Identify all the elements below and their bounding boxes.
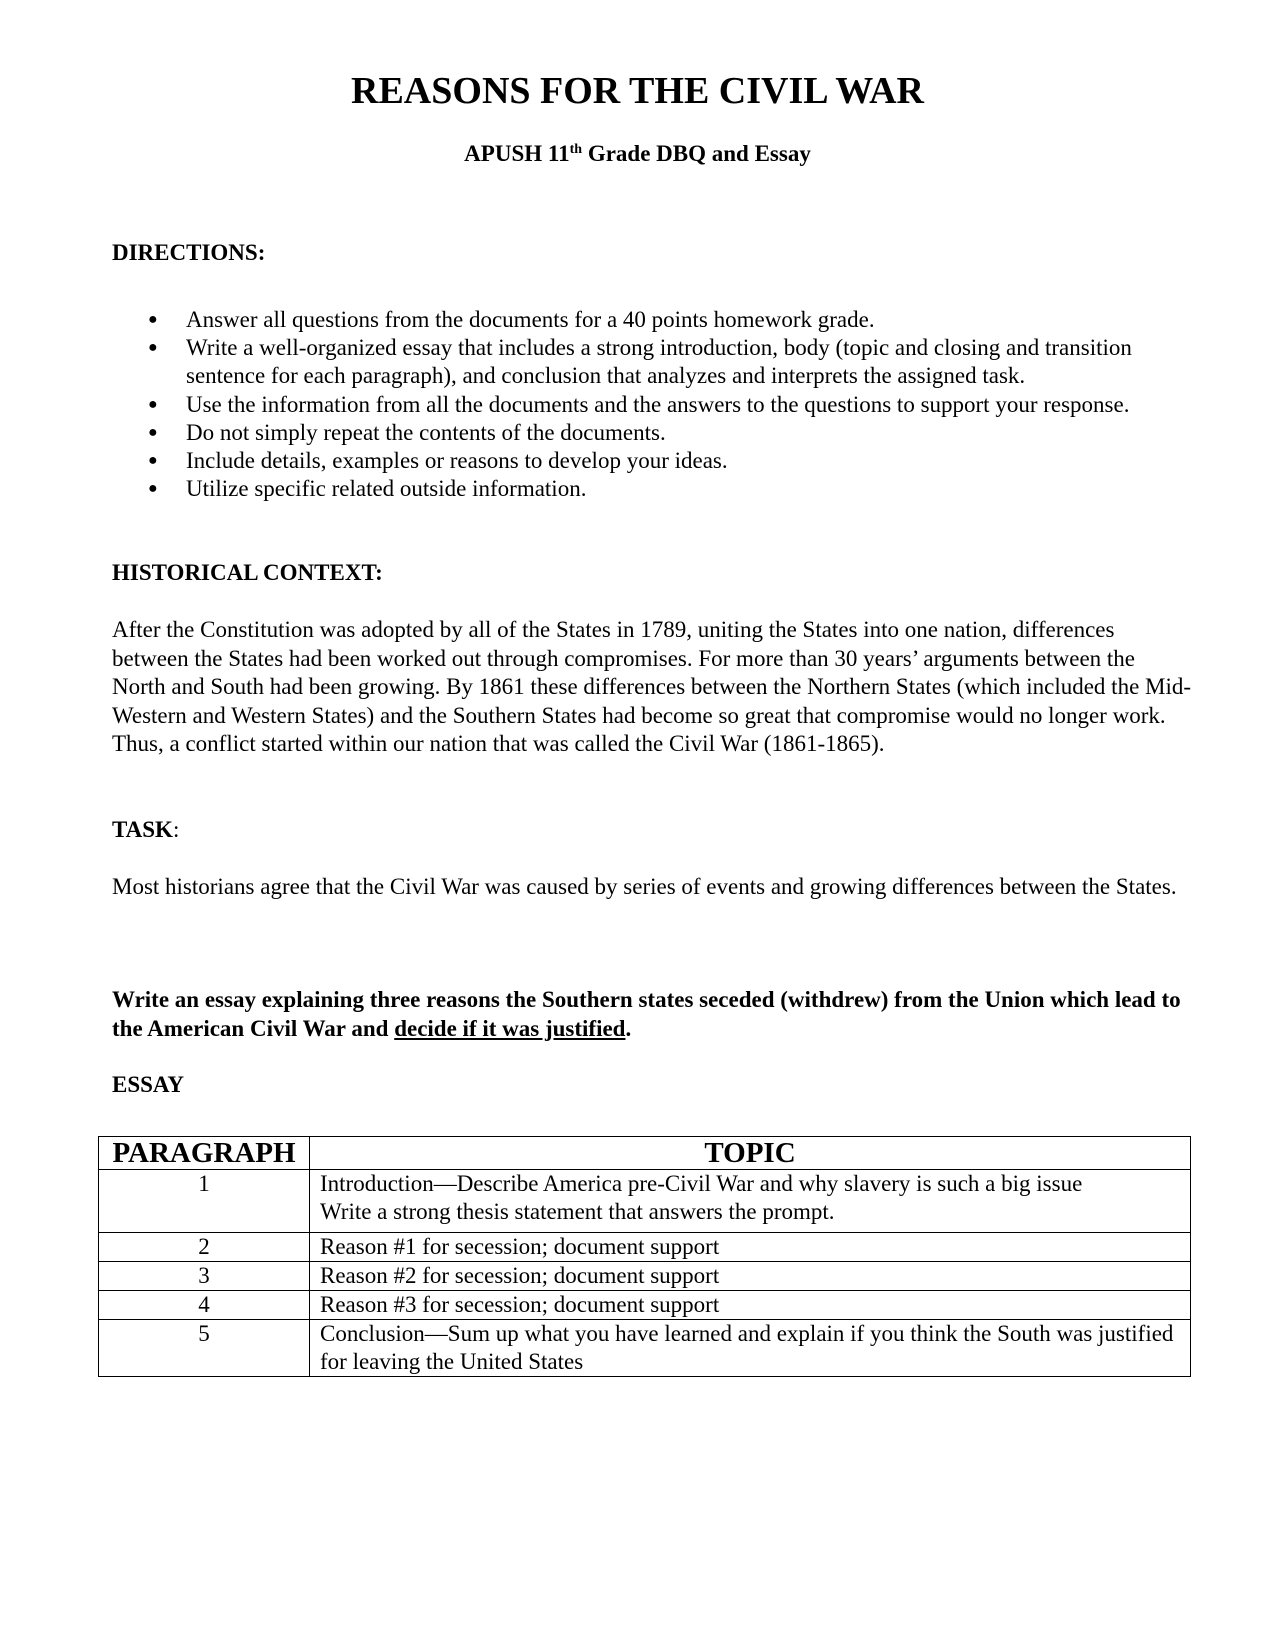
table-row [99,1233,1191,1262]
historical-context-heading: HISTORICAL CONTEXT: [112,560,383,585]
bullet-icon: ● [148,480,158,498]
paragraph-topic: Reason #1 for secession; document support [310,1233,1191,1262]
prompt-text: Write an essay explaining three reasons the Southern states seceded (withdrew) from the Union which lead to the American Civil War and [112,987,1181,1041]
paragraph-number: 4 [99,1291,310,1320]
paragraph-topic: Reason #2 for secession; document support [310,1262,1191,1291]
directions-heading: DIRECTIONS: [112,240,266,265]
document-subtitle [0,139,1275,169]
table-row [99,1170,1191,1233]
essay-outline-table [98,1136,1191,1377]
essay-prompt [112,986,1192,1043]
paragraph-topic: Conclusion—Sum up what you have learned and explain if you think the South was justified for leaving the United States [310,1320,1191,1377]
list-item: ● Answer all questions from the documents for a 40 points homework grade. [112,306,1192,334]
bullet-icon: ● [148,395,158,413]
bullet-icon: ● [148,339,158,357]
document-title: REASONS FOR THE CIVIL WAR [351,70,924,112]
historical-context-text: After the Constitution was adopted by all of the States in 1789, uniting the States into one nation, differences between the States had been worked out through compromises. For more than 30 years’ arguments between the North and South had been growing. By 1861 these differences between the Northern States (which included the Mid-Western and Western States) and the Southern States had become so great that compromise would no longer work. Thus, a conflict started within our nation that was called the Civil War (1861-1865). [112,617,1192,756]
subtitle-prefix: APUSH 11 [464,141,570,166]
list-item: ● Write a well-organized essay that includes a strong introduction, body (topic and closing and transition sentence for each paragraph), and conclusion that analyzes and interprets the assigned task. [148,335,1132,389]
paragraph-topic: Reason #3 for secession; document support [310,1291,1191,1320]
paragraph-number: 2 [99,1233,310,1262]
table-header-row [99,1137,1191,1170]
list-item: ● Include details, examples or reasons to develop your ideas. [112,447,1192,475]
bullet-icon: ● [148,423,158,441]
topic-line: Introduction—Describe America pre-Civil War and why slavery is such a big issue [320,1171,1083,1196]
paragraph-number: 3 [99,1262,310,1291]
list-item: ● Use the information from all the documents and the answers to the questions to support your response. [112,391,1192,419]
column-header-topic: TOPIC [310,1137,1191,1170]
table-row [99,1320,1191,1377]
paragraph-number: 5 [99,1320,310,1377]
paragraph-topic [310,1170,1191,1233]
list-item: ● Utilize specific related outside information. [112,475,1192,503]
task-text: Most historians agree that the Civil War was caused by series of events and growing differences between the States. [112,874,1177,899]
prompt-underlined: decide if it was justified [394,1015,626,1041]
bullet-icon: ● [148,452,158,470]
column-header-paragraph: PARAGRAPH [99,1137,310,1170]
subtitle-superscript: th [569,142,583,157]
task-heading [112,815,179,845]
prompt-end: . [625,1015,632,1041]
list-item: ● Do not simply repeat the contents of the documents. [112,419,1192,447]
essay-heading: ESSAY [112,1072,185,1097]
table-row [99,1262,1191,1291]
topic-line: Write a strong thesis statement that answers the prompt. [320,1199,835,1224]
task-heading-colon: : [172,817,180,842]
task-heading-label: TASK [112,817,173,842]
directions-list [112,306,1192,503]
bullet-icon: ● [148,311,158,328]
paragraph-number: 1 [99,1170,310,1233]
subtitle-suffix: Grade DBQ and Essay [582,141,811,166]
table-row [99,1291,1191,1320]
